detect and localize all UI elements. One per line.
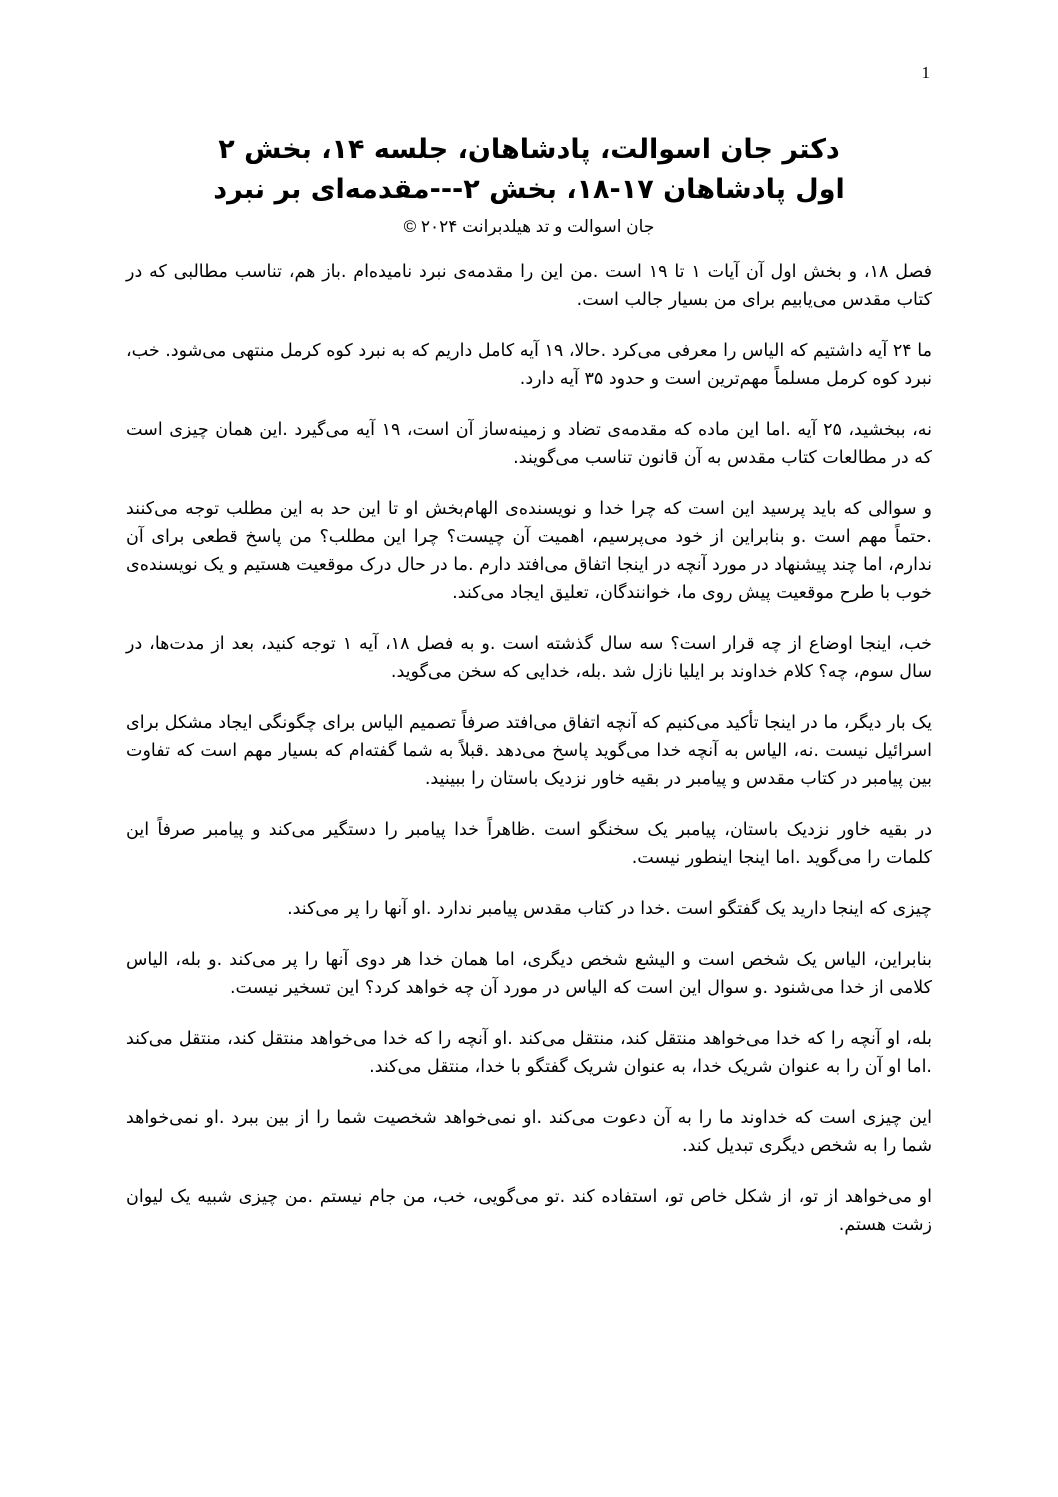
title-line-2: اول پادشاهان ۱۷-۱۸، بخش ۲---مقدمه‌ای بر نبرد <box>213 174 845 205</box>
paragraph-2: ما ۲۴ آیه داشتیم که الیاس را معرفی می‌کرد .حالا، ۱۹ آیه کامل داریم که به نبرد کوه کرمل منتهی می‌شود. خب، نبرد کوه کرمل مسلماً مهم‌ترین است و حدود ۳۵ آیه دارد. <box>126 341 932 389</box>
paragraph-5: خب، اینجا اوضاع از چه قرار است؟ سه سال گذشته است .و به فصل ۱۸، آیه ۱ توجه کنید، بعد از مدت‌ها، در سال سوم، چه؟ کلام خداوند بر ایلیا نازل شد .بله، خدایی که سخن می‌گوید. <box>126 634 933 682</box>
paragraph-12: او می‌خواهد از تو، از شکل خاص تو، استفاده کند .تو می‌گویی، خب، من جام نیستم .من چیزی شبیه یک لیوان زشت هستم. <box>126 1187 932 1235</box>
paragraph-4: و سوالی که باید پرسید این است که چرا خدا و نویسنده‌ی الهام‌بخش او تا این حد به این مطلب توجه می‌کنند .حتماً مهم است .و بنابراین از خود می‌پرسیم، اهمیت آن چیست؟ چرا این مطلب؟ من پاسخ قطعی برای آن ندارم، اما چند پیشنهاد در مورد آنچه در اینجا اتفاق می‌افتد دارم .ما در حال درک موقعیت هستیم و یک نویسنده‌ی خوب با طرح موقعیت پیش روی ما، خوانندگان، تعلیق ایجاد می‌کند. <box>126 499 932 603</box>
copyright-line: جان اسوالت و تد هیلدبرانت ۲۰۲۴ © <box>403 217 655 236</box>
paragraph-6: یک بار دیگر، ما در اینجا تأکید می‌کنیم که آنچه اتفاق می‌افتد صرفاً تصمیم الیاس برای چگونگی ایجاد مشکل برای اسرائیل نیست .نه، الیاس به آنچه خدا می‌گوید پاسخ می‌دهد .قبلاً به شما گفته‌ام که بسیار مهم است که تفاوت بین پیامبر در کتاب مقدس و پیامبر در بقیه خاور نزدیک باستان را ببینید. <box>126 713 932 789</box>
paragraph-7: در بقیه خاور نزدیک باستان، پیامبر یک سخنگو است .ظاهراً خدا پیامبر را دستگیر می‌کند و پیامبر صرفاً این کلمات را می‌گوید .اما اینجا اینطور نیست. <box>126 820 932 868</box>
title-block <box>100 130 958 240</box>
title-line-1: دکتر جان اسوالت، پادشاهان، جلسه ۱۴، بخش ۲ <box>218 134 840 165</box>
document-body <box>126 258 932 1262</box>
paragraph-10: بله، او آنچه را که خدا می‌خواهد منتقل کند، منتقل می‌کند .او آنچه را که خدا می‌خواهد منتقل کند، منتقل می‌کند .اما او آن را به عنوان شریک خدا، به عنوان شریک گفتگو با خدا، منتقل می‌کند. <box>126 1029 932 1077</box>
paragraph-9: بنابراین، الیاس یک شخص است و الیشع شخص دیگری، اما همان خدا هر دوی آنها را پر می‌کند .و بله، الیاس کلامی از خدا می‌شنود .و سوال این است که الیاس در مورد آن چه خواهد کرد؟ این تسخیر نیست. <box>126 950 932 998</box>
page-number: 1 <box>921 63 930 82</box>
paragraph-11: این چیزی است که خداوند ما را به آن دعوت می‌کند .او نمی‌خواهد شخصیت شما را از بین ببرد .او نمی‌خواهد شما را به شخص دیگری تبدیل کند. <box>126 1108 932 1156</box>
paragraph-1: فصل ۱۸، و بخش اول آن آیات ۱ تا ۱۹ است .من این را مقدمه‌ی نبرد نامیده‌ام .باز هم، تناسب مطالبی که در کتاب مقدس می‌یابیم برای من بسیار جالب است. <box>126 262 933 310</box>
paragraph-3: نه، ببخشید، ۲۵ آیه .اما این ماده که مقدمه‌ی تضاد و زمینه‌ساز آن است، ۱۹ آیه می‌گیرد .این همان چیزی است که در مطالعات کتاب مقدس به آن قانون تناسب می‌گویند. <box>126 420 932 468</box>
paragraph-8: چیزی که اینجا دارید یک گفتگو است .خدا در کتاب مقدس پیامبر ندارد .او آنها را پر می‌کند. <box>287 899 932 919</box>
